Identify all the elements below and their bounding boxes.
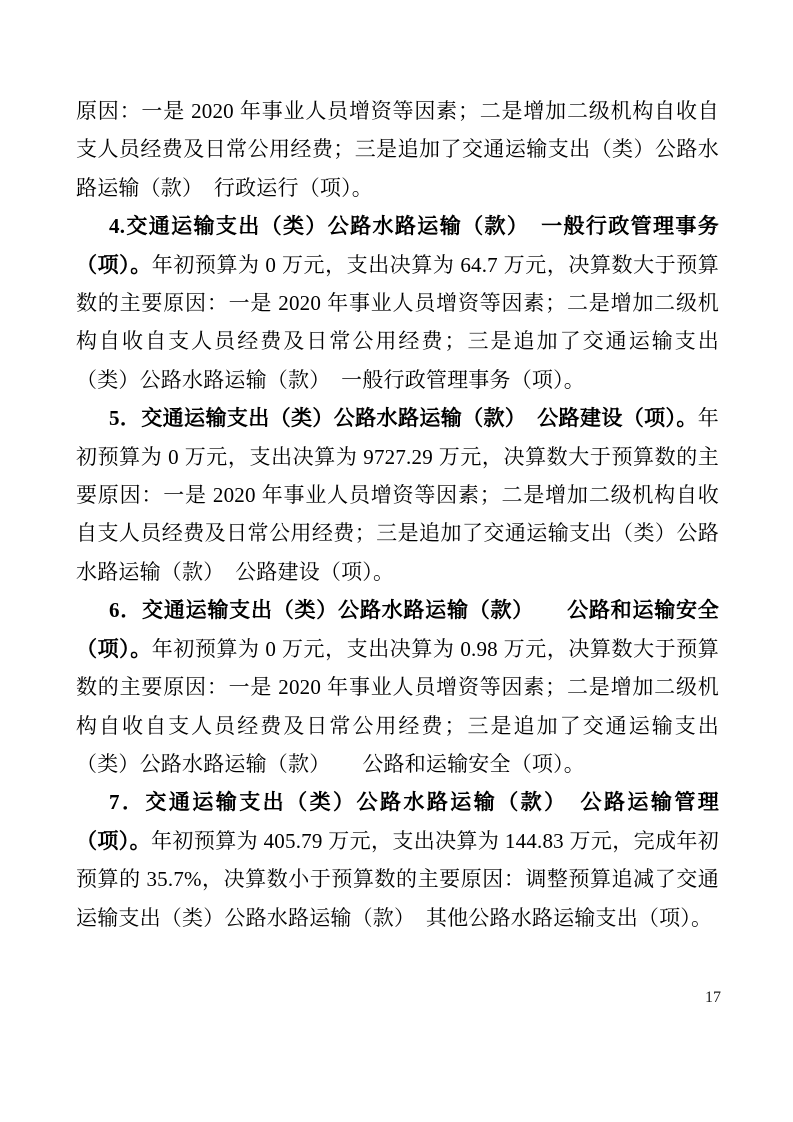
paragraph-item-5-heading: 5．交通运输支出（类）公路水路运输（款） 公路建设（项）。 (109, 406, 698, 431)
paragraph-item-6 (76, 591, 719, 783)
paragraph-item-4-heading: 4.交通运输支出（类）公路水路运输（款） 一般行政管理事务（项）。 (76, 214, 719, 277)
document-body (76, 92, 719, 937)
paragraph-item-4 (76, 207, 719, 399)
paragraph-item-7-text: 年初预算为 405.79 万元，支出决算为 144.83 万元，完成年初预算的 35.7%，决算数小于预算数的主要原因：调整预算追减了交通运输支出（类）公路水路运输（款） 其他公路水路运输支出（项）。 (76, 828, 719, 930)
paragraph-continuation (76, 92, 719, 207)
paragraph-item-7-heading: 7．交通运输支出（类）公路水路运输（款） 公路运输管理（项）。 (76, 790, 719, 853)
paragraph-item-5 (76, 399, 719, 591)
paragraph-item-4-text: 年初预算为 0 万元，支出决算为 64.7 万元，决算数大于预算数的主要原因：一是 2020 年事业人员增资等因素；二是增加二级机构自收自支人员经费及日常公用经费；三是追加了交通运输支出（类）公路水路运输（款） 一般行政管理事务（项）。 (76, 252, 719, 392)
paragraph-item-6-heading: 6．交通运输支出（类）公路水路运输（款） 公路和运输安全（项）。 (76, 598, 719, 661)
paragraph-continuation-text: 原因：一是 2020 年事业人员增资等因素；二是增加二级机构自收自支人员经费及日常公用经费；三是追加了交通运输支出（类）公路水路运输（款） 行政运行（项）。 (76, 99, 719, 200)
page-number: 17 (705, 989, 721, 1006)
paragraph-item-5-text: 年初预算为 0 万元，支出决算为 9727.29 万元，决算数大于预算数的主要原因：一是 2020 年事业人员增资等因素；二是增加二级机构自收自支人员经费及日常公用经费；三是追加了交通运输支出（类）公路水路运输（款） 公路建设（项）。 (76, 406, 719, 584)
paragraph-item-6-text: 年初预算为 0 万元，支出决算为 0.98 万元，决算数大于预算数的主要原因：一是 2020 年事业人员增资等因素；二是增加二级机构自收自支人员经费及日常公用经费；三是追加了交通运输支出（类）公路水路运输（款） 公路和运输安全（项）。 (76, 636, 719, 776)
paragraph-item-7 (76, 783, 719, 937)
